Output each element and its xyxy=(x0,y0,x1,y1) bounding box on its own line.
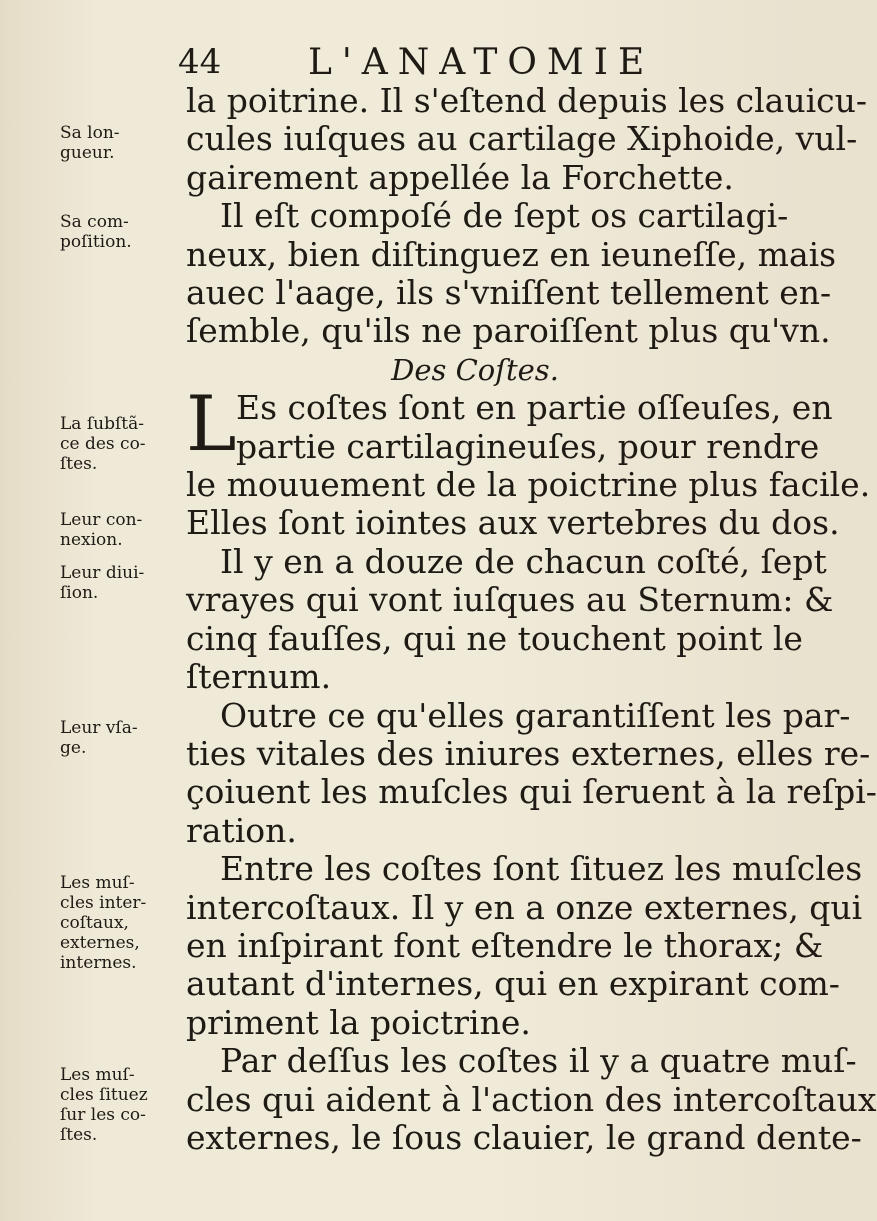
margin-note: La ſubſtã- ce des co- ſtes. xyxy=(60,414,146,474)
text-line: cinq fauſſes, qui ne touchent point le xyxy=(186,618,803,658)
text-line: Il y en a douze de chacun coſté, ſept xyxy=(220,541,827,581)
margin-note: Sa com- poſition. xyxy=(60,212,132,252)
margin-note: Les muſ- cles inter- coſtaux, externes, internes. xyxy=(60,873,147,973)
drop-cap: L xyxy=(186,379,237,469)
text-line: priment la poictrine. xyxy=(186,1002,531,1042)
text-line: Entre les coſtes ſont ſituez les muſcles xyxy=(220,849,863,889)
section-heading: Des Coſtes. xyxy=(391,352,559,387)
margin-note: Leur con- nexion. xyxy=(60,510,143,550)
text-line: auec l'aage, ils s'vniſſent tellement en- xyxy=(186,273,832,313)
margin-note: Leur diui- ſion. xyxy=(60,563,145,603)
text-line: cles qui aident à l'action des intercoſtaux xyxy=(186,1079,877,1119)
text-line: neux, bien diſtinguez en ieuneſſe, mais xyxy=(186,234,837,274)
text-line: en inſpirant font eſtendre le thorax; & xyxy=(186,925,824,965)
text-line: externes, le ſous clauier, le grand dente- xyxy=(186,1117,862,1157)
margin-note: Leur vſa- ge. xyxy=(60,718,138,758)
margin-note: Les muſ- cles ſituez ſur les co- ſtes. xyxy=(60,1065,148,1145)
text-line: intercoſtaux. Il y en a onze externes, qui xyxy=(186,887,863,927)
margin-note: Sa lon- gueur. xyxy=(60,123,120,163)
page-number: 44 xyxy=(178,42,222,82)
text-line: la poitrine. Il s'eſtend depuis les clauicu- xyxy=(186,81,868,120)
text-line: gairement appellée la Forchette. xyxy=(186,157,734,197)
text-line: partie cartilagineuſes, pour rendre xyxy=(236,426,820,466)
running-title: L'ANATOMIE xyxy=(308,42,655,83)
text-line: ties vitales des iniures externes, elles re- xyxy=(186,733,871,773)
text-line: ration. xyxy=(186,810,297,850)
text-line: Par deſſus les coſtes il y a quatre muſ- xyxy=(220,1041,857,1081)
text-line: Elles ſont iointes aux vertebres du dos. xyxy=(186,503,840,543)
text-line: Il eſt compoſé de ſept os cartilagi- xyxy=(220,196,789,236)
text-line: Outre ce qu'elles garantiſſent les par- xyxy=(220,695,851,735)
text-line: ſemble, qu'ils ne paroiſſent plus qu'vn. xyxy=(186,311,831,351)
main-text xyxy=(186,81,877,1157)
margin-notes xyxy=(60,0,185,1221)
text-line: vrayes qui vont iuſques au Sternum: & xyxy=(186,580,834,620)
text-line: ſternum. xyxy=(186,657,332,697)
page-header xyxy=(178,42,678,86)
text-line: le mouuement de la poictrine plus facile. xyxy=(186,465,871,505)
text-line: autant d'internes, qui en expirant com- xyxy=(186,964,840,1004)
text-line: cules iuſques au cartilage Xiphoide, vul- xyxy=(186,119,858,159)
text-line: çoiuent les muſcles qui ſeruent à la reſpi- xyxy=(186,772,877,812)
text-line: L Es coſtes ſont en partie oſſeuſes, en xyxy=(186,379,833,469)
